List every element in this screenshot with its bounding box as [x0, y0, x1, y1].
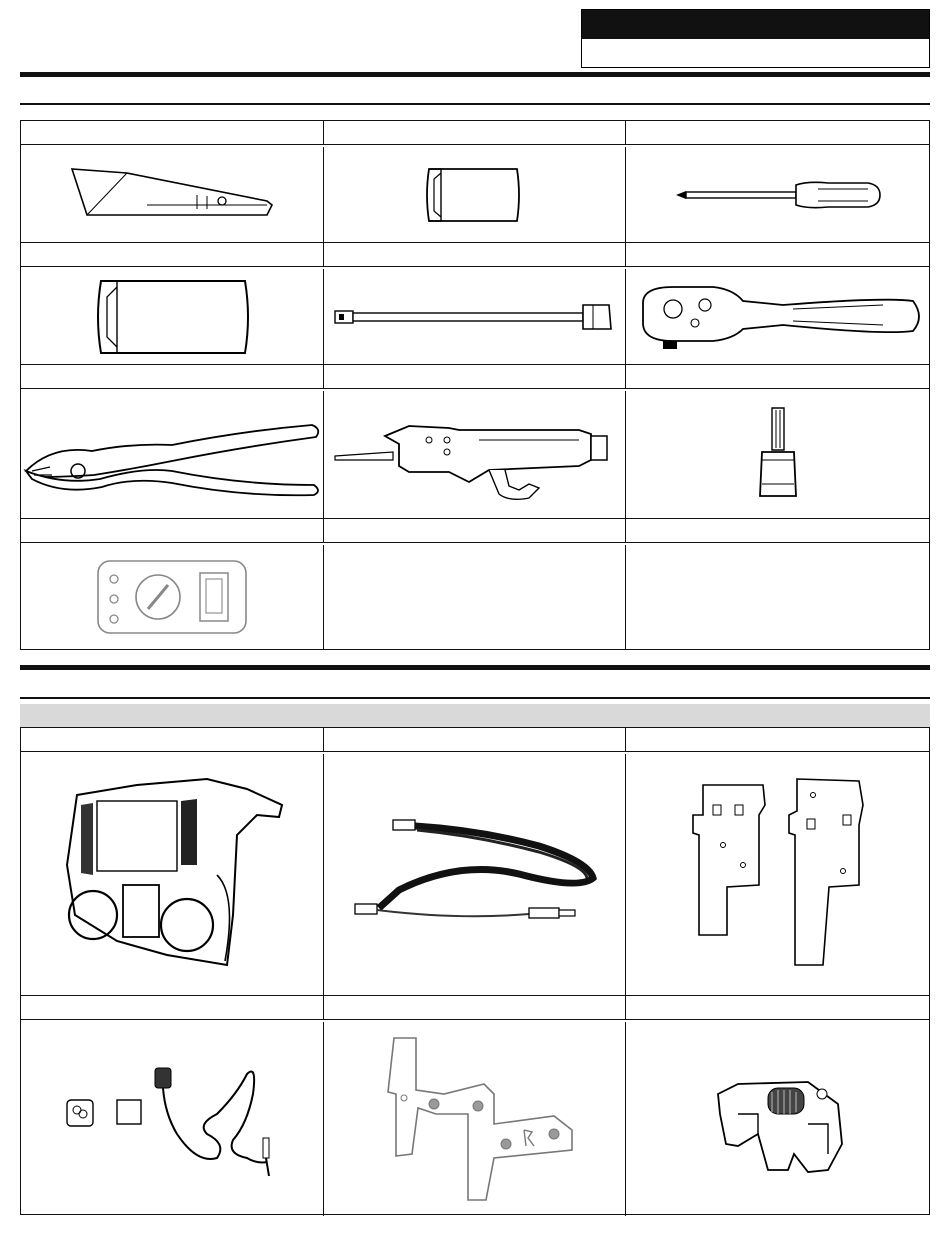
tool-label [626, 121, 929, 145]
socket-icon [324, 147, 627, 243]
deep-socket-icon [21, 269, 324, 365]
phillips-screwdriver-icon [626, 147, 929, 243]
part-label [626, 728, 929, 752]
torx-bit-socket-icon [626, 391, 929, 519]
header-box [581, 9, 930, 68]
tool-label [21, 243, 324, 267]
parts-table [20, 727, 930, 1215]
mounting-brackets-icon [626, 754, 929, 996]
part-label [21, 996, 324, 1020]
header-box-title [582, 10, 929, 39]
part-label [324, 996, 627, 1020]
section-rule-parts [20, 665, 930, 670]
tool-label [626, 365, 929, 389]
part-label [21, 728, 324, 752]
tool-label [21, 121, 324, 145]
tools-table [20, 120, 930, 650]
right-bracket-icon [324, 1022, 627, 1216]
tool-label [324, 519, 627, 543]
tool-label [626, 243, 929, 267]
clip-assembly-icon [626, 1022, 929, 1216]
multimeter-icon [21, 545, 324, 649]
air-saw-icon [324, 391, 627, 519]
extension-bar-icon [324, 269, 627, 365]
section-rule-top [20, 72, 930, 77]
tool-label [324, 121, 627, 145]
part-label [626, 996, 929, 1020]
parts-bar [20, 704, 930, 727]
empty-cell [324, 545, 627, 649]
section-rule-thin [20, 697, 930, 699]
tool-label [626, 519, 929, 543]
ratchet-wrench-icon [626, 269, 929, 365]
wire-harness-icon [324, 754, 627, 996]
pliers-icon [21, 391, 324, 519]
dash-bezel-icon [21, 754, 324, 996]
section-rule-thin [20, 103, 930, 105]
empty-cell [626, 545, 929, 649]
panel-removal-tool-icon [21, 147, 324, 243]
part-label [324, 728, 627, 752]
tool-label [21, 519, 324, 543]
microphone-kit-icon [21, 1022, 324, 1216]
tool-label [324, 365, 627, 389]
header-box-subtitle [582, 39, 929, 67]
tool-label [324, 243, 627, 267]
tool-label [21, 365, 324, 389]
